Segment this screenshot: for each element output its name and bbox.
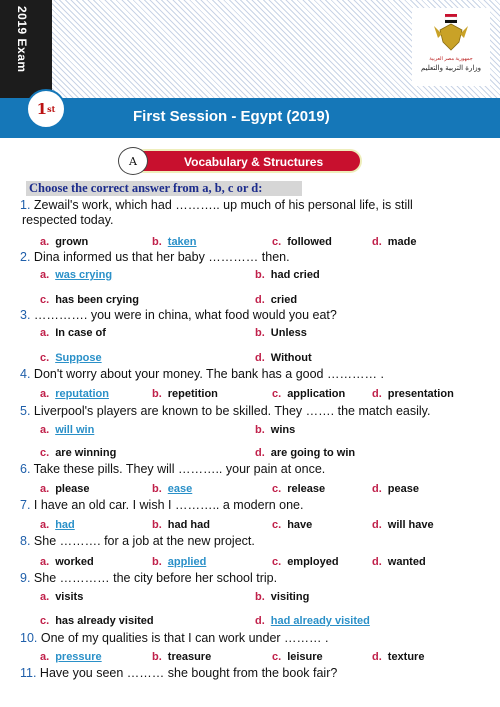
question-stem: Don't worry about your money. The bank has a good ………… . (30, 367, 384, 381)
answer-option[interactable] (255, 424, 295, 436)
question-stem: I have an old car. I wish I ……….. a modern one. (30, 498, 304, 512)
question-number: 3. (20, 308, 31, 322)
answer-option[interactable] (272, 483, 325, 495)
option-letter: a. (40, 651, 50, 663)
option-letter: a. (40, 388, 50, 400)
answer-option[interactable] (40, 269, 112, 281)
instruction-text: Choose the correct answer from a, b, c or d: (26, 181, 302, 196)
option-text: visiting (270, 591, 310, 603)
option-letter: a. (40, 236, 50, 248)
answer-option[interactable] (255, 615, 370, 627)
exam-label: 2019 Exam (15, 6, 29, 73)
section-header (118, 149, 362, 173)
answer-option[interactable] (272, 651, 323, 663)
option-text: texture (387, 651, 425, 663)
option-text: wins (270, 424, 296, 436)
option-letter: b. (255, 327, 265, 339)
option-text: presentation (387, 388, 454, 400)
option-letter: a. (40, 483, 50, 495)
answer-option[interactable] (255, 327, 307, 339)
session-title: First Session - Egypt (2019) (133, 108, 330, 125)
answer-option[interactable] (372, 388, 454, 400)
option-text: application (287, 388, 346, 400)
answer-option[interactable] (372, 519, 434, 531)
answer-option[interactable] (272, 236, 332, 248)
question-text (20, 250, 290, 265)
answer-option[interactable] (40, 556, 94, 568)
correct-answer-text: reputation (55, 388, 109, 400)
correct-answer-text: taken (167, 236, 197, 248)
section-pill (132, 149, 362, 173)
question-text (20, 534, 255, 549)
logo-caption-small: جمهورية مصر العربية (429, 56, 473, 62)
question-stem: Have you seen ……… she bought from the book fair? (36, 666, 338, 680)
answer-option[interactable] (40, 651, 102, 663)
question-stem: Zewail's work, which had ……….. up much of his personal life, is still (30, 198, 413, 212)
question-stem: She ………. for a job at the new project. (30, 534, 255, 548)
answer-option[interactable] (40, 352, 102, 364)
option-text: worked (55, 556, 94, 568)
option-letter: b. (152, 236, 162, 248)
answer-option[interactable] (272, 519, 312, 531)
option-text: visits (55, 591, 84, 603)
option-text: Unless (270, 327, 307, 339)
answer-option[interactable] (152, 236, 197, 248)
option-letter: d. (255, 294, 265, 306)
option-text: has been crying (55, 294, 139, 306)
answer-option[interactable] (40, 447, 116, 459)
answer-option[interactable] (255, 294, 297, 306)
option-letter: a. (40, 591, 50, 603)
option-text: treasure (167, 651, 212, 663)
options-row (0, 556, 500, 570)
option-text: are winning (55, 447, 117, 459)
options-row (0, 483, 500, 497)
option-letter: c. (272, 483, 282, 495)
answer-option[interactable] (40, 294, 139, 306)
options-row (0, 615, 500, 629)
option-letter: c. (40, 447, 50, 459)
option-letter: d. (372, 388, 382, 400)
option-letter: b. (152, 388, 162, 400)
question-number: 8. (20, 534, 31, 548)
option-text: employed (287, 556, 339, 568)
options-row (0, 424, 500, 438)
option-letter: c. (272, 388, 282, 400)
option-letter: c. (40, 615, 50, 627)
question-text (20, 404, 430, 419)
correct-answer-text: pressure (55, 651, 102, 663)
correct-answer-text: will win (55, 424, 95, 436)
answer-option[interactable] (40, 519, 75, 531)
option-text: wanted (387, 556, 426, 568)
answer-option[interactable] (40, 591, 83, 603)
question-text (20, 308, 337, 323)
question-number: 7. (20, 498, 31, 512)
answer-option[interactable] (40, 388, 109, 400)
answer-option[interactable] (372, 483, 419, 495)
options-row (0, 447, 500, 461)
option-text: leisure (287, 651, 323, 663)
options-row (0, 269, 500, 283)
answer-option[interactable] (255, 447, 355, 459)
option-text: had cried (270, 269, 320, 281)
question-stem-continued: respected today. (22, 213, 114, 227)
options-row (0, 327, 500, 341)
answer-option[interactable] (40, 615, 154, 627)
option-text: In case of (55, 327, 106, 339)
options-row (0, 352, 500, 366)
session-badge-suffix: st (47, 104, 56, 114)
correct-answer-text: Suppose (55, 352, 102, 364)
question-number: 2. (20, 250, 31, 264)
correct-answer-text: had (55, 519, 75, 531)
question-stem: One of my qualities is that I can work under ……… . (37, 631, 329, 645)
option-text: are going to win (270, 447, 356, 459)
question-stem: Liverpool's players are known to be skilled. They ……. the match easily. (30, 404, 431, 418)
question-stem: …………. you were in china, what food would you eat? (30, 308, 337, 322)
option-letter: d. (372, 236, 382, 248)
option-letter: c. (40, 352, 50, 364)
option-letter: c. (272, 651, 282, 663)
session-badge-number: 1 (36, 100, 48, 118)
section-letter-badge: A (118, 147, 148, 175)
correct-answer-text: applied (167, 556, 207, 568)
answer-option[interactable] (40, 424, 94, 436)
options-row (0, 294, 500, 308)
question-text (20, 198, 413, 213)
question-text (20, 666, 337, 681)
question-number: 4. (20, 367, 31, 381)
option-letter: c. (272, 519, 282, 531)
option-text: had had (167, 519, 210, 531)
answer-option[interactable] (272, 556, 339, 568)
option-text: grown (55, 236, 89, 248)
question-text (20, 367, 384, 382)
answer-option[interactable] (40, 327, 106, 339)
option-letter: b. (152, 483, 162, 495)
answer-option[interactable] (372, 651, 424, 663)
ministry-logo (412, 8, 490, 86)
exam-side-strip (0, 0, 52, 98)
answer-option[interactable] (272, 388, 345, 400)
answer-option[interactable] (255, 269, 320, 281)
option-letter: b. (255, 591, 265, 603)
option-text: will have (387, 519, 434, 531)
option-letter: c. (272, 556, 282, 568)
option-letter: d. (255, 615, 265, 627)
answer-option[interactable] (255, 352, 312, 364)
answer-option[interactable] (40, 483, 89, 495)
option-letter: b. (152, 519, 162, 531)
option-letter: b. (255, 269, 265, 281)
section-title: Vocabulary & Structures (184, 155, 324, 169)
option-text: has already visited (55, 615, 154, 627)
question-number: 1. (20, 198, 31, 212)
options-row (0, 651, 500, 665)
question-stem: Dina informed us that her baby ………… then. (30, 250, 290, 264)
question-text (20, 571, 277, 586)
option-letter: d. (372, 519, 382, 531)
question-text (20, 631, 328, 646)
option-letter: b. (152, 556, 162, 568)
question-number: 10. (20, 631, 38, 645)
options-row (0, 236, 500, 250)
option-letter: a. (40, 424, 50, 436)
question-number: 11. (20, 666, 37, 680)
question-number: 5. (20, 404, 31, 418)
option-text: release (287, 483, 326, 495)
answer-option[interactable] (152, 388, 218, 400)
eagle-emblem-icon (412, 8, 490, 58)
option-text: cried (270, 294, 298, 306)
answer-option[interactable] (152, 519, 210, 531)
answer-option[interactable] (255, 591, 309, 603)
correct-answer-text: ease (167, 483, 193, 495)
option-letter: b. (255, 424, 265, 436)
answer-option[interactable] (372, 236, 417, 248)
option-letter: a. (40, 556, 50, 568)
option-letter: d. (255, 447, 265, 459)
option-text: made (387, 236, 417, 248)
option-letter: a. (40, 519, 50, 531)
logo-caption: وزارة التربية والتعليم (420, 64, 482, 72)
option-text: have (287, 519, 313, 531)
question-text (20, 498, 303, 513)
options-row (0, 591, 500, 605)
question-number: 9. (20, 571, 31, 585)
option-letter: c. (272, 236, 282, 248)
option-text: please (55, 483, 90, 495)
answer-option[interactable] (152, 556, 206, 568)
option-letter: d. (372, 556, 382, 568)
option-text: followed (287, 236, 332, 248)
answer-option[interactable] (40, 236, 88, 248)
option-text: pease (387, 483, 419, 495)
answer-option[interactable] (152, 483, 192, 495)
correct-answer-text: had already visited (270, 615, 370, 627)
option-letter: a. (40, 269, 50, 281)
option-letter: b. (152, 651, 162, 663)
option-letter: a. (40, 327, 50, 339)
option-letter: d. (372, 651, 382, 663)
option-letter: d. (255, 352, 265, 364)
options-row (0, 388, 500, 402)
correct-answer-text: was crying (55, 269, 113, 281)
option-letter: c. (40, 294, 50, 306)
session-badge (26, 89, 66, 129)
option-text: repetition (167, 388, 218, 400)
question-stem: Take these pills. They will ……….. your pain at once. (30, 462, 326, 476)
options-row (0, 519, 500, 533)
answer-option[interactable] (372, 556, 426, 568)
question-number: 6. (20, 462, 31, 476)
option-letter: d. (372, 483, 382, 495)
question-text (20, 462, 325, 477)
answer-option[interactable] (152, 651, 211, 663)
question-stem: She ………… the city before her school trip. (30, 571, 278, 585)
option-text: Without (270, 352, 312, 364)
